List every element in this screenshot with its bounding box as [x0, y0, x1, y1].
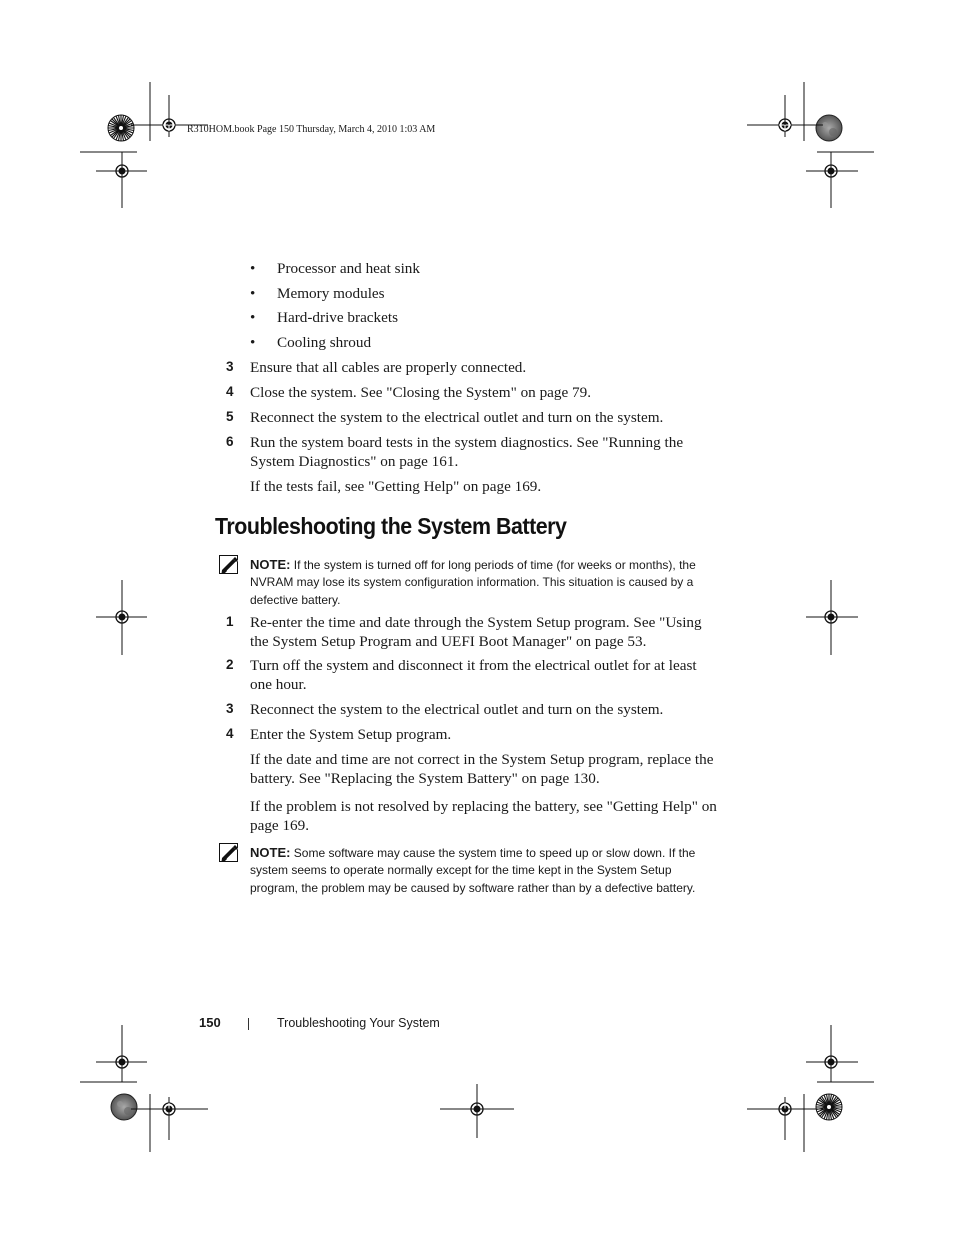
- gray-density-disc-icon: [816, 115, 842, 141]
- gray-density-disc-icon: [111, 1094, 137, 1120]
- step-number: 6: [226, 434, 234, 449]
- note-block: [250, 556, 720, 609]
- step-number: 1: [226, 614, 234, 629]
- step-text: Ensure that all cables are properly connected.: [250, 359, 527, 376]
- step-number: 3: [226, 359, 234, 374]
- starburst-target-icon: [108, 115, 134, 141]
- footer-divider: [248, 1018, 249, 1030]
- tests-fail-paragraph: If the tests fail, see "Getting Help" on page 169.: [250, 478, 542, 495]
- bullet-text: Processor and heat sink: [277, 260, 420, 277]
- page-number: 150: [199, 1015, 221, 1030]
- bullet-symbol: •: [250, 309, 256, 326]
- step-number: 4: [226, 384, 234, 399]
- note-text: If the system is turned off for long periods of time (for weeks or months), the NVRAM may lose its system configuration information. This situation is caused by a defective battery.: [250, 558, 696, 607]
- bullet-symbol: •: [250, 260, 256, 277]
- note-label: NOTE:: [250, 557, 291, 572]
- note-label: NOTE:: [250, 845, 291, 860]
- note-pencil-icon: [219, 843, 241, 863]
- starburst-target-icon: [816, 1094, 842, 1120]
- step-text: Close the system. See "Closing the System" on page 79.: [250, 384, 592, 401]
- bullet-text: Cooling shroud: [277, 334, 372, 351]
- step-number: 2: [226, 657, 234, 672]
- slug-line: R310HOM.book Page 150 Thursday, March 4, 2010 1:03 AM: [187, 124, 436, 135]
- bullet-text: Hard-drive brackets: [277, 309, 399, 326]
- step-text: Re-enter the time and date through the System Setup program. See "Using the System Setup Program and UEFI Boot Manager" on page 53.: [250, 614, 702, 650]
- bullet-symbol: •: [250, 285, 256, 302]
- step-text: Turn off the system and disconnect it from the electrical outlet for at least one hour.: [250, 657, 697, 693]
- step-number: 3: [226, 701, 234, 716]
- bullet-text: Memory modules: [277, 285, 385, 302]
- step-text: Run the system board tests in the system diagnostics. See "Running the System Diagnostics" on page 161.: [250, 434, 684, 470]
- step-text: Enter the System Setup program.: [250, 726, 452, 743]
- step-number: 5: [226, 409, 234, 424]
- note-pencil-icon: [219, 555, 241, 575]
- step-text: Reconnect the system to the electrical outlet and turn on the system.: [250, 409, 664, 426]
- bullet-symbol: •: [250, 334, 256, 351]
- note-text: Some software may cause the system time to speed up or slow down. If the system seems to operate normally except for the time kept in the System Setup program, the problem may be caused by software rather than by a defective battery.: [250, 846, 696, 895]
- footer-section-title: Troubleshooting Your System: [277, 1016, 440, 1030]
- section-heading: Troubleshooting the System Battery: [215, 513, 567, 539]
- step-text: Reconnect the system to the electrical outlet and turn on the system.: [250, 701, 664, 718]
- note-block: [250, 844, 720, 897]
- step-number: 4: [226, 726, 234, 741]
- not-resolved-paragraph: If the problem is not resolved by replacing the battery, see "Getting Help" on page 169.: [250, 798, 717, 834]
- date-time-paragraph: If the date and time are not correct in the System Setup program, replace the battery. See "Replacing the System Battery" on page 130.: [250, 751, 714, 787]
